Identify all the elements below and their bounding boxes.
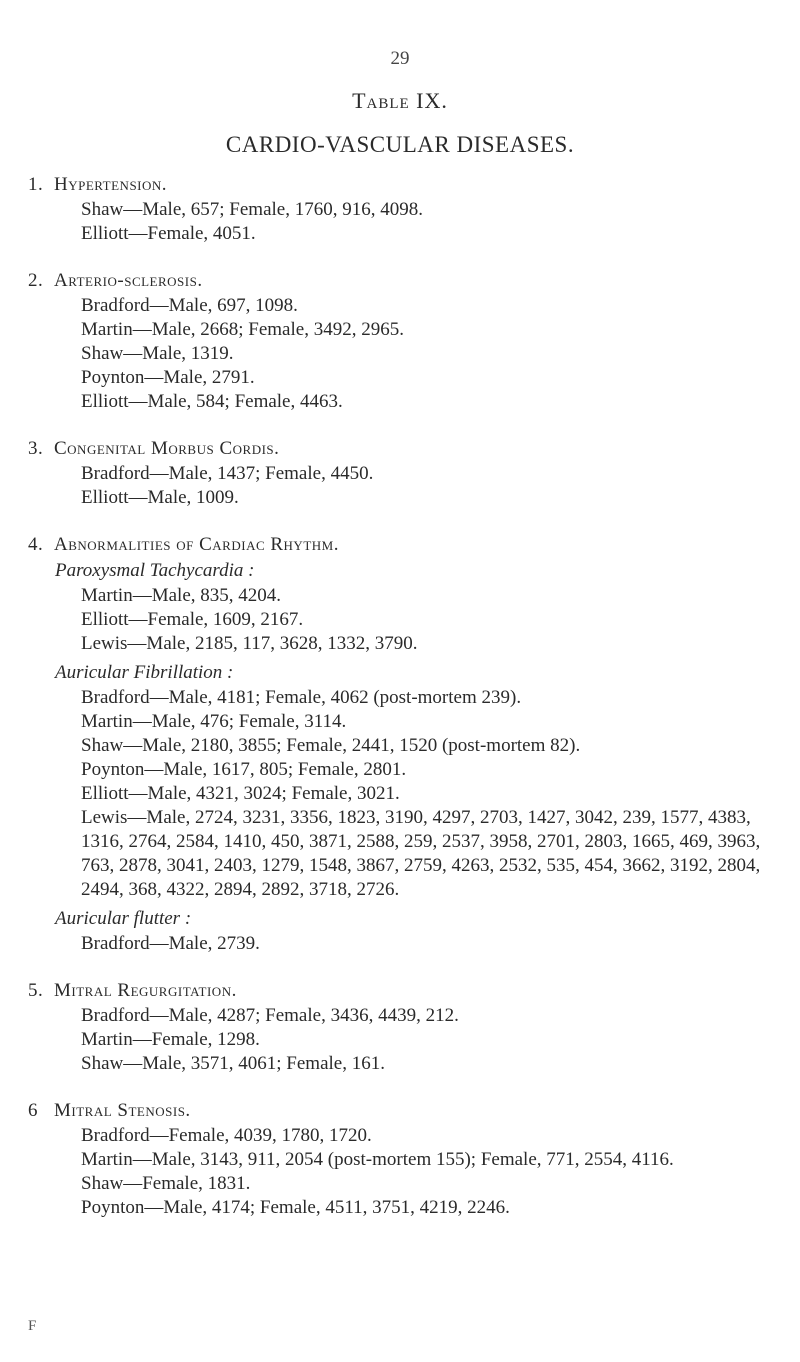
entry-line: Elliott—Male, 1009. — [81, 487, 239, 508]
section — [28, 268, 788, 414]
section-heading — [28, 1098, 788, 1124]
entry-line: Martin—Male, 476; Female, 3114. — [81, 711, 347, 732]
entry-line: Bradford—Male, 4287; Female, 3436, 4439, 212. — [81, 1005, 459, 1026]
entry-line: Martin—Female, 1298. — [81, 1029, 260, 1050]
entry-line: Martin—Male, 2668; Female, 3492, 2965. — [81, 319, 404, 340]
section-number: 2. — [28, 270, 44, 291]
entry-line: Elliott—Male, 584; Female, 4463. — [81, 391, 343, 412]
entry-line: Poynton—Male, 1617, 805; Female, 2801. — [81, 759, 407, 780]
entry-line: Shaw—Male, 2180, 3855; Female, 2441, 1520 (post-mortem 82). — [81, 735, 581, 756]
section — [28, 532, 788, 956]
entry-line: Shaw—Male, 3571, 4061; Female, 161. — [81, 1053, 385, 1074]
section-number: 3. — [28, 438, 44, 459]
section — [28, 978, 788, 1076]
section-title: Mitral Regurgitation. — [54, 980, 237, 1001]
entry-line: Bradford—Male, 1437; Female, 4450. — [81, 463, 374, 484]
entry-list — [28, 198, 788, 246]
table-label: Table IX. — [352, 88, 448, 113]
entry-list — [28, 462, 788, 510]
entry-line: Shaw—Male, 1319. — [81, 343, 234, 364]
section-title: Mitral Stenosis. — [54, 1100, 191, 1121]
entry-line: Poynton—Male, 4174; Female, 4511, 3751, 4219, 2246. — [81, 1197, 510, 1218]
entry-list — [28, 294, 788, 414]
entry-line: Elliott—Female, 1609, 2167. — [81, 609, 304, 630]
entry-line: Lewis—Male, 2185, 117, 3628, 1332, 3790. — [81, 633, 418, 654]
subheading: Paroxysmal Tachycardia : — [55, 560, 255, 581]
section-heading — [28, 532, 788, 558]
footer-signature: F — [28, 1318, 37, 1334]
entry-list — [28, 1004, 788, 1076]
section-heading — [28, 268, 788, 294]
section-heading — [28, 978, 788, 1004]
section-heading — [28, 436, 788, 462]
entry-list — [28, 584, 788, 656]
section-number: 6 — [28, 1100, 38, 1121]
entry-list — [28, 1124, 788, 1220]
entry-line: Shaw—Male, 657; Female, 1760, 916, 4098. — [81, 199, 423, 220]
section — [28, 1098, 788, 1220]
entry-line: Bradford—Male, 4181; Female, 4062 (post-mortem 239). — [81, 687, 522, 708]
entry-line: Bradford—Male, 697, 1098. — [81, 295, 298, 316]
entry-line: Bradford—Male, 2739. — [81, 933, 260, 954]
section-number: 5. — [28, 980, 44, 1001]
subheading: Auricular Fibrillation : — [55, 662, 234, 683]
entry-line: Lewis—Male, 2724, 3231, 3356, 1823, 3190, 4297, 2703, 1427, 3042, 239, 1577, 4383, 1316, 2764, 2584, 1410, 450, 3871, 2588, 259, 2537, 3958, 2701, 2803, 1665, 469, 3963, 763, 2878, 3041, 2403, 1279, 1548, 3867, 2759, 4263, 2532, 535, 454, 3662, 3192, 2804, 2494, 368, 4322, 2894, 2892, 3718, 2726. — [81, 807, 761, 900]
page-number: 29 — [390, 48, 410, 69]
entry-list — [28, 686, 788, 902]
entry-line: Poynton—Male, 2791. — [81, 367, 255, 388]
section — [28, 436, 788, 510]
entry-line: Elliott—Female, 4051. — [81, 223, 256, 244]
subheading: Auricular flutter : — [55, 908, 192, 929]
section-title: Arterio-sclerosis. — [54, 270, 203, 291]
section-number: 4. — [28, 534, 44, 555]
table-title: CARDIO-VASCULAR DISEASES. — [225, 132, 575, 157]
entry-list — [28, 932, 788, 956]
section-number: 1. — [28, 174, 44, 195]
section-heading — [28, 172, 788, 198]
section-title: Abnormalities of Cardiac Rhythm. — [54, 534, 339, 555]
sections-list — [28, 172, 788, 1242]
section-title: Hypertension. — [54, 174, 168, 195]
section-title: Congenital Morbus Cordis. — [54, 438, 280, 459]
section — [28, 172, 788, 246]
entry-line: Shaw—Female, 1831. — [81, 1173, 251, 1194]
entry-line: Martin—Male, 3143, 911, 2054 (post-mortem 155); Female, 771, 2554, 4116. — [81, 1149, 674, 1170]
entry-line: Elliott—Male, 4321, 3024; Female, 3021. — [81, 783, 400, 804]
entry-line: Martin—Male, 835, 4204. — [81, 585, 282, 606]
entry-line: Bradford—Female, 4039, 1780, 1720. — [81, 1125, 372, 1146]
